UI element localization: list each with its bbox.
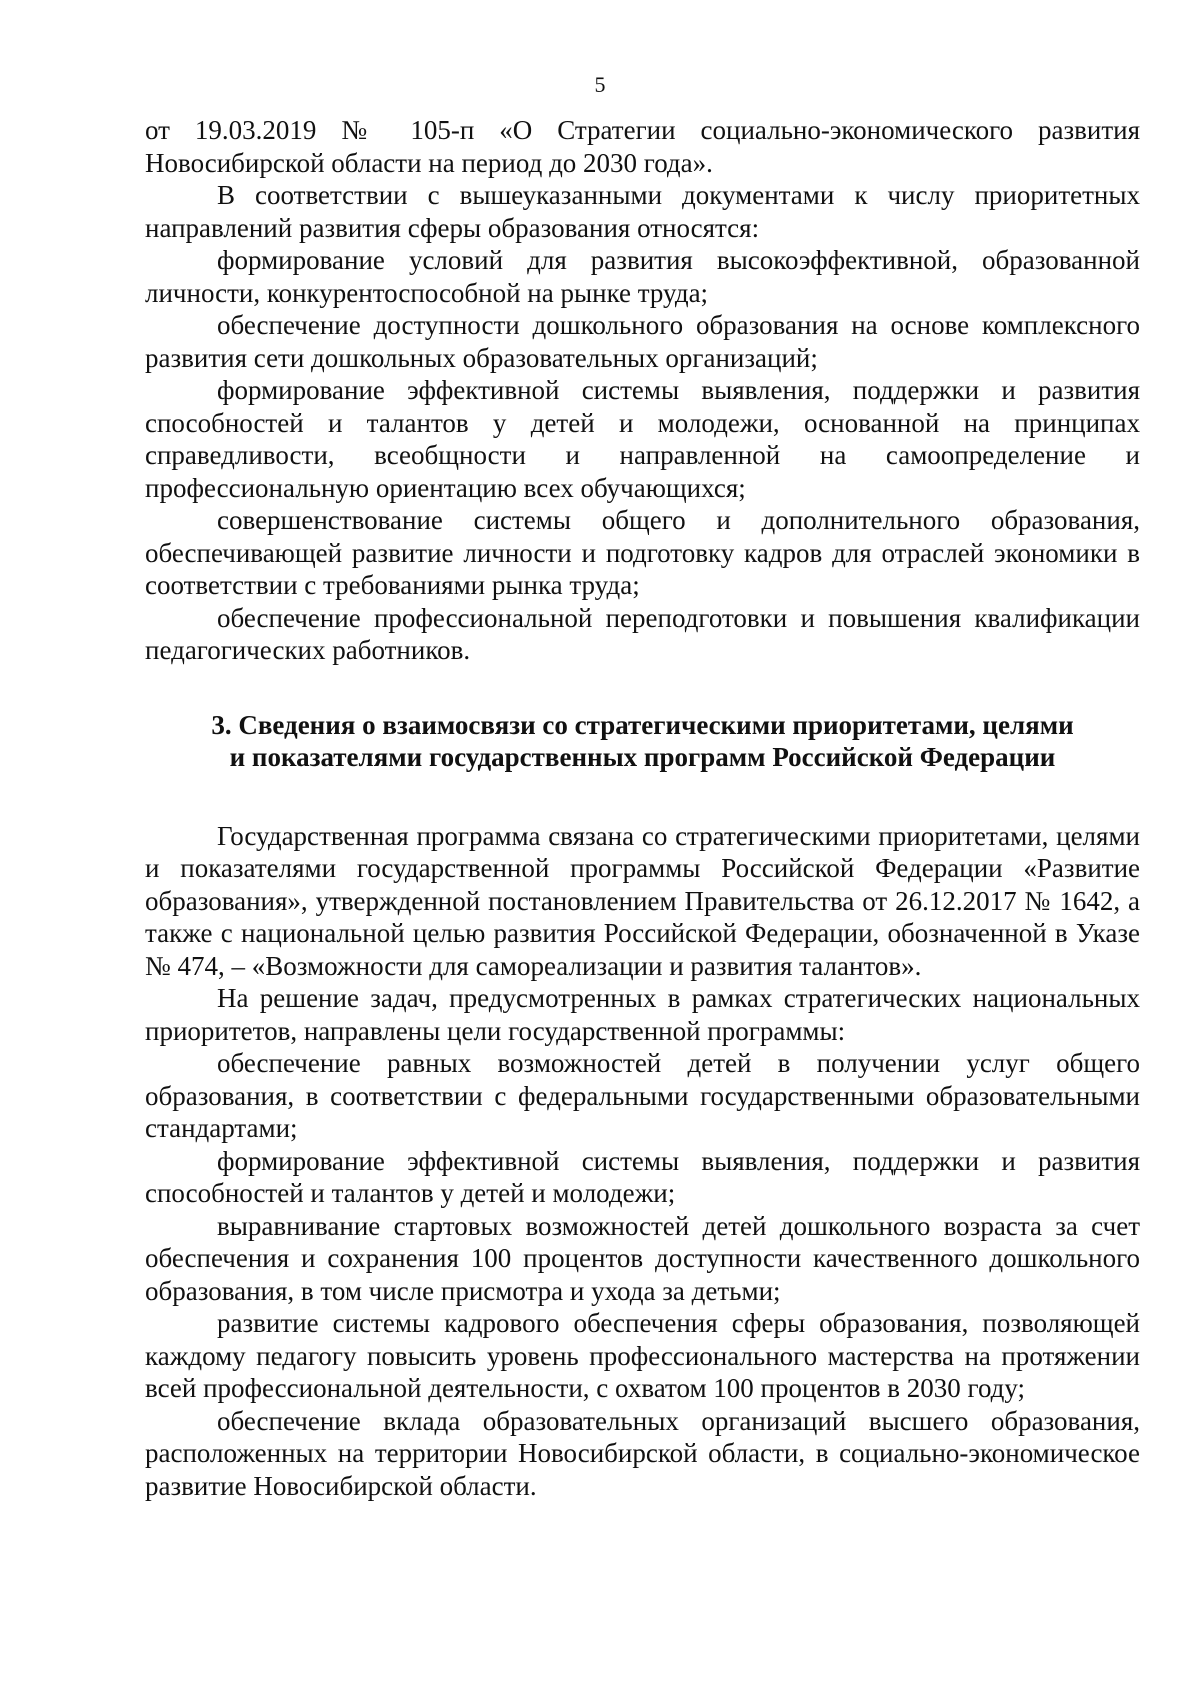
list-paragraph: совершенствование системы общего и дополнительного образования, обеспечивающей развитие личности и подготовку кадров для отраслей экономики в соответствии с требованиями рынка труда;	[145, 505, 1140, 600]
document-body	[145, 114, 1140, 1502]
section-heading	[145, 709, 1140, 774]
section-heading-line: и показателями государственных программ Российской Федерации	[229, 742, 1056, 772]
section-heading-line: 3. Сведения о взаимосвязи со стратегическими приоритетами, целями	[211, 709, 1074, 740]
list-paragraph: обеспечение равных возможностей детей в получении услуг общего образования, в соответствии с федеральными государственными образовательными стандартами;	[145, 1048, 1140, 1143]
paragraph: от 19.03.2019 № 105-п «О Стратегии социально-экономического развития Новосибирской области на период до 2030 года».	[145, 115, 1140, 178]
list-paragraph: развитие системы кадрового обеспечения сферы образования, позволяющей каждому педагогу повысить уровень профессионального мастерства на протяжении всей профессиональной деятельности, с охватом 100 процентов в 2030 году;	[145, 1308, 1140, 1403]
paragraph: В соответствии с вышеуказанными документами к числу приоритетных направлений развития сферы образования относятся:	[145, 180, 1140, 243]
list-paragraph: формирование эффективной системы выявления, поддержки и развития способностей и талантов у детей и молодежи, основанной на принципах справедливости, всеобщности и направленной на самоопределение и профессиональную ориентацию всех обучающихся;	[145, 375, 1140, 503]
paragraph: На решение задач, предусмотренных в рамках стратегических национальных приоритетов, направлены цели государственной программы:	[145, 983, 1140, 1046]
list-paragraph: обеспечение доступности дошкольного образования на основе комплексного развития сети дошкольных образовательных организаций;	[145, 310, 1140, 373]
list-paragraph: обеспечение профессиональной переподготовки и повышения квалификации педагогических работников.	[145, 602, 1140, 665]
page-number: 5	[594, 72, 606, 97]
paragraph: Государственная программа связана со стратегическими приоритетами, целями и показателями государственной программы Российской Федерации «Развитие образования», утвержденной постановлением Правительства от 26.12.2017 № 1642, а также с национальной целью развития Российской Федерации, обозначенной в Указе № 474, – «Возможности для самореализации и развития талантов».	[145, 820, 1140, 981]
list-paragraph: обеспечение вклада образовательных организаций высшего образования, расположенных на территории Новосибирской области, в социально-экономическое развитие Новосибирской области.	[145, 1405, 1140, 1501]
list-paragraph: выравнивание стартовых возможностей детей дошкольного возраста за счет обеспечения и сохранения 100 процентов доступности качественного дошкольного образования, в том числе присмотра и ухода за детьми;	[145, 1210, 1140, 1306]
list-paragraph: формирование эффективной системы выявления, поддержки и развития способностей и талантов у детей и молодежи;	[145, 1145, 1140, 1208]
list-paragraph: формирование условий для развития высокоэффективной, образованной личности, конкурентоспособной на рынке труда;	[145, 245, 1140, 308]
